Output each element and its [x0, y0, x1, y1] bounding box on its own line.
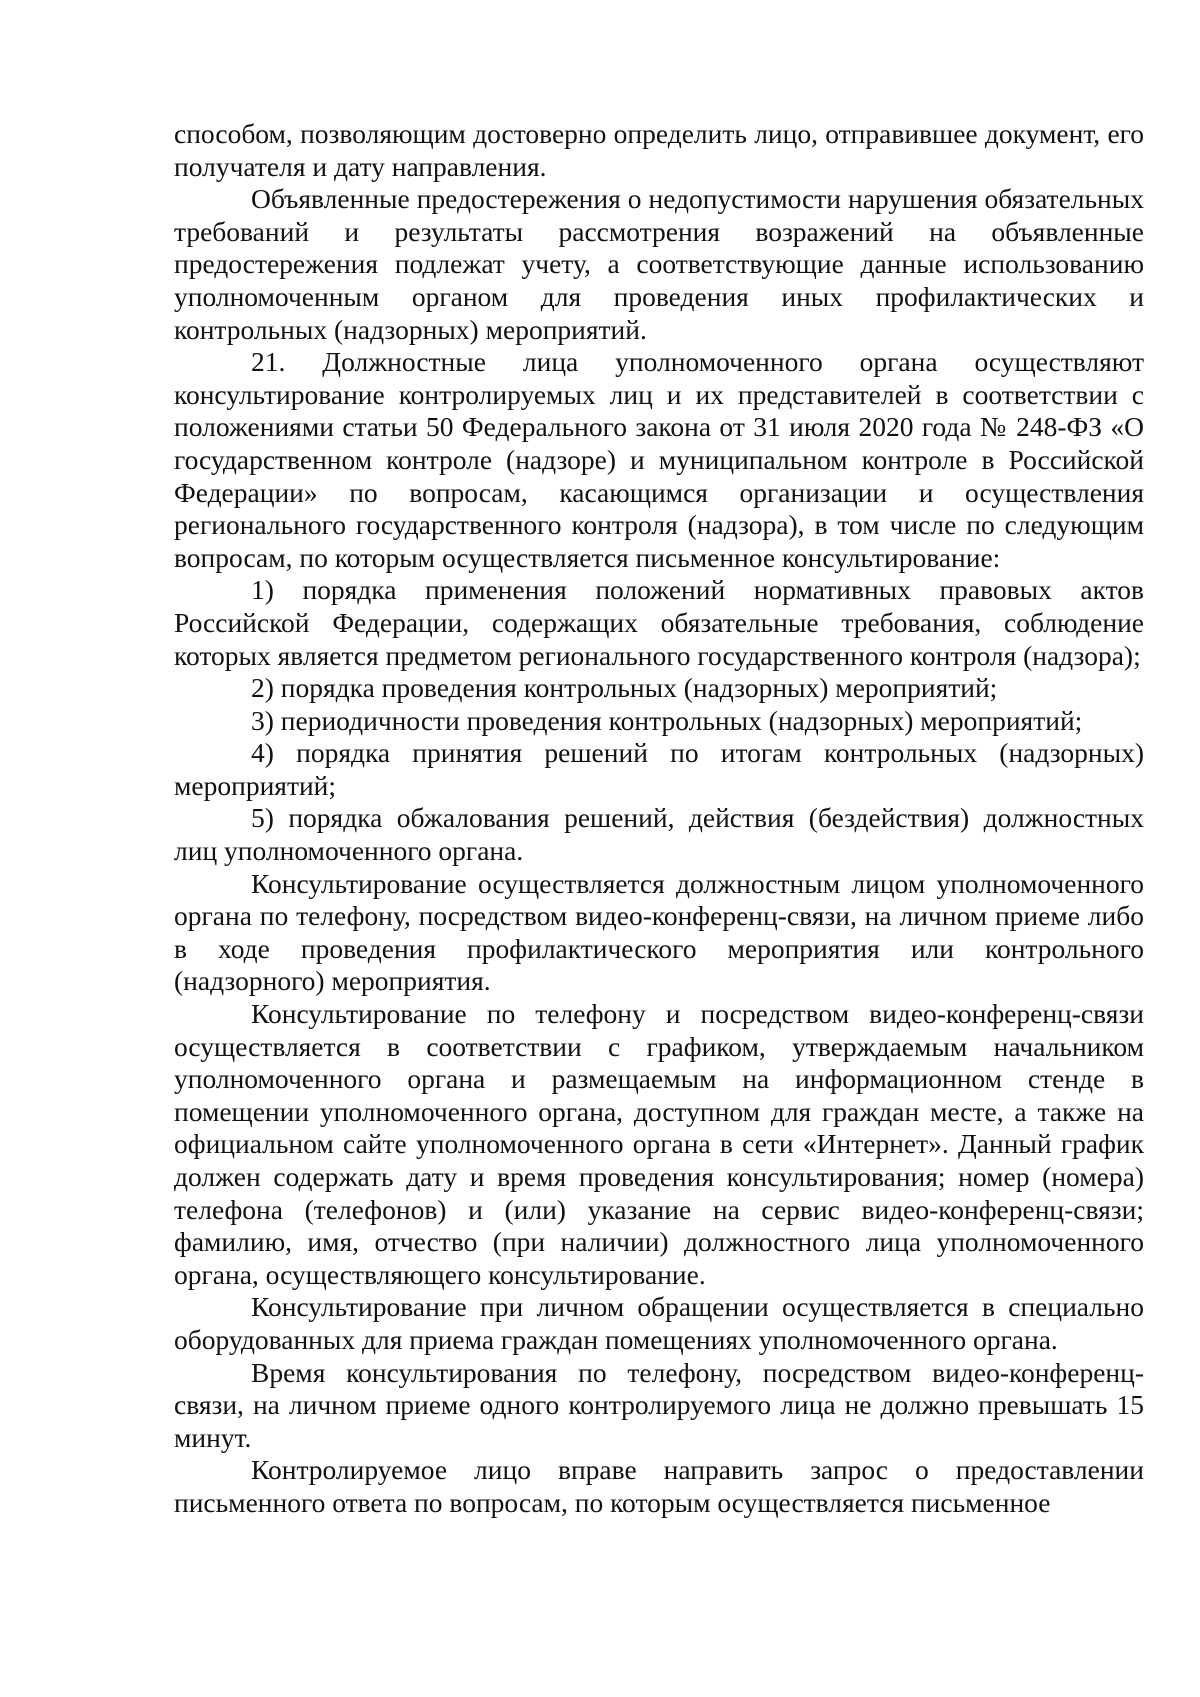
paragraph-warnings-registration: Объявленные предостережения о недопустимости нарушения обязательных требований и результаты рассмотрения возражений на объявленные предостережения подлежат учету, а соответствующие данные использованию уполномоченным органом для проведения иных профилактических и контрольных (надзорных) мероприятий. — [174, 183, 1144, 345]
document-page — [174, 118, 1144, 1520]
paragraph-continuation: способом, позволяющим достоверно определить лицо, отправившее документ, его получателя и дату направления. — [174, 118, 1144, 182]
paragraph-consulting-methods: Консультирование осуществляется должностным лицом уполномоченного органа по телефону, посредством видео-конференц-связи, на личном приеме либо в ходе проведения профилактического мероприятия или контрольного (надзорного) мероприятия. — [174, 867, 1144, 997]
list-item-5: 5) порядка обжалования решений, действия (бездействия) должностных лиц уполномоченного органа. — [174, 802, 1144, 867]
paragraph-item-21-consulting: 21. Должностные лица уполномоченного органа осуществляют консультирование контролируемых лиц и их представителей в соответствии с положениями статьи 50 Федерального закона от 31 июля 2020 года № 248-ФЗ «О государственном контроле (надзоре) и муниципальном контроле в Российской Федерации» по вопросам, касающимся организации и осуществления регионального государственного контроля (надзора), в том числе по следующим вопросам, по которым осуществляется письменное консультирование: — [174, 346, 1144, 573]
paragraph-written-request: Контролируемое лицо вправе направить запрос о предоставлении письменного ответа по вопросам, по которым осуществляется письменное — [174, 1454, 1144, 1518]
list-item-1: 1) порядка применения положений нормативных правовых актов Российской Федерации, содержащих обязательные требования, соблюдение которых является предметом регионального государственного контроля (надзора); — [174, 574, 1144, 671]
list-item-2: 2) порядка проведения контрольных (надзорных) мероприятий; — [251, 672, 998, 704]
list-item-4: 4) порядка принятия решений по итогам контрольных (надзорных) мероприятий; — [174, 737, 1144, 801]
paragraph-consulting-time-limit: Время консультирования по телефону, посредством видео-конференц-связи, на личном приеме одного контролируемого лица не должно превышать 15 минут. — [174, 1356, 1144, 1453]
list-item-3: 3) периодичности проведения контрольных (надзорных) мероприятий; — [251, 704, 1083, 736]
paragraph-consulting-schedule: Консультирование по телефону и посредством видео-конференц-связи осуществляется в соответствии с графиком, утверждаемым начальником уполномоченного органа и размещаемым на информационном стенде в помещении уполномоченного органа, доступном для граждан месте, а также на официальном сайте уполномоченного органа в сети «Интернет». Данный график должен содержать дату и время проведения консультирования; номер (номера) телефона (телефонов) и (или) указание на сервис видео-конференц-связи; фамилию, имя, отчество (при наличии) должностного лица уполномоченного органа, осуществляющего консультирование. — [174, 998, 1144, 1290]
paragraph-personal-consulting: Консультирование при личном обращении осуществляется в специально оборудованных для приема граждан помещениях уполномоченного органа. — [174, 1291, 1144, 1355]
